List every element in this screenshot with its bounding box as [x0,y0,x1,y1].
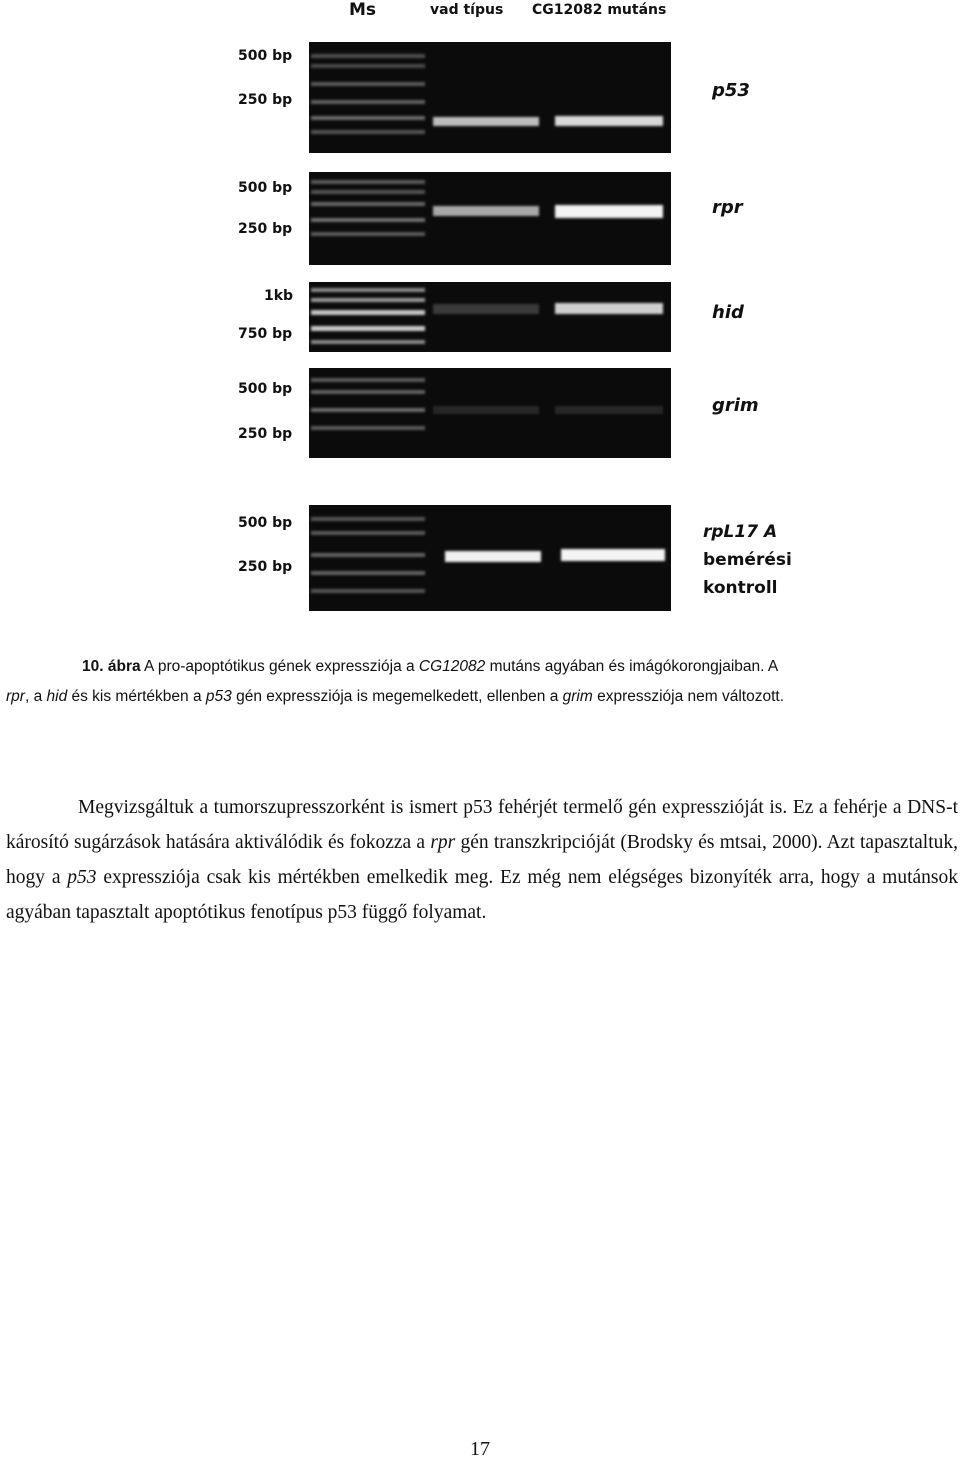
figure-caption [6,652,960,712]
caption-text: A pro-apoptótikus gének expressziója a [140,658,419,675]
caption-italic: hid [46,688,68,705]
gene-label-grim: grim [712,395,759,416]
gel-image-rpr [309,172,671,265]
body-text: expressziója csak kis mértékben emelkedik meg. Ez még nem elégséges bizonyíték arra, hogy a mutánsok agyában tapasztalt apoptótikus fenotípus p53 függő folyamat. [6,867,958,923]
gene-label-rpr: rpr [712,197,743,218]
gene-label-hid: hid [712,302,744,323]
body-text: Megvizsgáltuk a tumorszupresszorként is ismert p53 fehérjét termelő gén expresszióját is. Ez a fehérje a DNS-t károsító sugárzások hatására aktiválódik és fokozza a [6,797,958,853]
gene-label-line: bemérési [703,550,792,570]
gel-image-p53 [309,42,671,153]
gel-image-grim [309,368,671,458]
caption-italic: rpr [6,688,25,705]
body-text: gén transzkripcióját (Brodsky és mtsai, 2000). Azt tapasztaltuk, hogy a [6,832,958,888]
marker-label: 250 bp [238,559,293,575]
gene-label-p53: p53 [712,80,750,101]
body-italic: p53 [67,867,97,888]
gene-label-control [703,518,792,602]
caption-text: , a [24,688,47,705]
caption-italic: p53 [205,688,232,705]
body-italic: rpr [430,832,456,853]
caption-continuation [6,682,960,712]
marker-label: 1kb [264,288,294,304]
body-paragraph [6,790,958,930]
gene-label-line: kontroll [703,578,778,598]
caption-text: expressziója nem változott. [592,688,785,705]
marker-label: 500 bp [238,48,293,64]
caption-italic: CG12082 [418,658,486,675]
marker-label: 250 bp [238,221,293,237]
marker-label: 500 bp [238,381,293,397]
marker-label: 250 bp [238,92,293,108]
caption-text: mutáns agyában és imágókorongjaiban. A [485,658,779,675]
caption-text: gén expressziója is megemelkedett, ellenben a [231,688,563,705]
caption-text: és kis mértékben a [67,688,206,705]
gel-image-rpl17a [309,505,671,611]
lane-header-wild-type: vad típus [430,2,504,18]
lane-header-mutant: CG12082 mutáns [532,2,667,18]
caption-italic: grim [562,688,593,705]
lane-header-marker: Ms [349,0,377,20]
marker-label: 500 bp [238,180,293,196]
figure-label: 10. ábra [82,658,141,675]
page-number: 17 [470,1438,490,1460]
caption-line-1 [82,652,960,682]
marker-label: 250 bp [238,426,293,442]
gel-image-hid [309,282,671,352]
marker-label: 750 bp [238,326,293,342]
marker-label: 500 bp [238,515,293,531]
gene-label-line: rpL17 A [703,522,778,542]
